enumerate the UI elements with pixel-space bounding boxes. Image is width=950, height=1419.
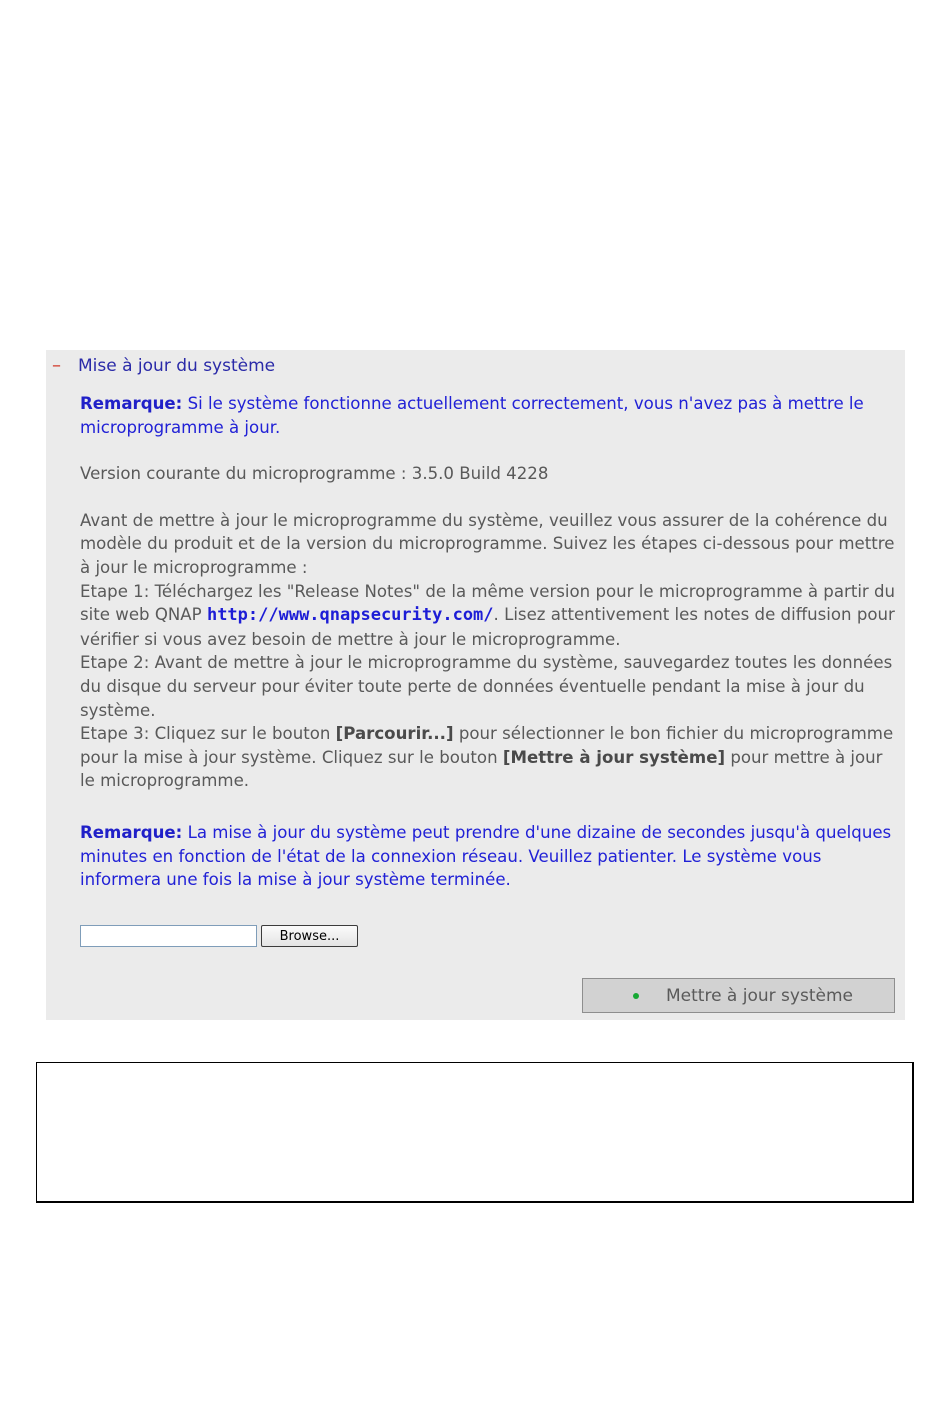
firmware-version-line: Version courante du microprogramme : 3.5.0 Build 4228: [80, 464, 549, 484]
step-1: [80, 580, 898, 652]
collapse-minus-icon[interactable]: –: [52, 355, 61, 376]
note-second-label: Remarque:: [80, 822, 183, 842]
panel-title: Mise à jour du système: [78, 356, 276, 376]
update-reference: [Mettre à jour système]: [502, 747, 726, 767]
note-first: [80, 392, 898, 439]
update-system-button[interactable]: [582, 978, 895, 1013]
step-2: Etape 2: Avant de mettre à jour le microprogramme du système, sauvegardez toutes les données du disque du serveur pour éviter toute perte de données éventuelle pendant la mise à jour du système.: [80, 653, 893, 720]
green-dot-icon: [633, 993, 639, 999]
firmware-file-input[interactable]: [80, 925, 257, 947]
empty-bordered-box: [36, 1062, 914, 1203]
panel-content: [80, 392, 898, 892]
step-3-before: Etape 3: Cliquez sur le bouton: [80, 724, 336, 744]
panel-header: [52, 356, 275, 376]
step-3: [80, 722, 898, 793]
instructions-intro: Avant de mettre à jour le microprogramme du système, veuillez vous assurer de la cohérence du modèle du produit et de la version du microprogramme. Suivez les étapes ci-dessous pour mettre à jour le microprogramme :: [80, 510, 895, 577]
step-1-before: Etape 1: Téléchargez les "Release Notes" de la même version pour le microprogramme à partir du site web QNAP: [80, 581, 896, 625]
update-system-label: Mettre à jour système: [666, 985, 853, 1006]
note-first-label: Remarque:: [80, 394, 183, 413]
step-3-middle: pour sélectionner le bon fichier du microprogramme pour la mise à jour système. Cliquez sur le bouton: [80, 724, 894, 767]
note-second: [80, 821, 898, 892]
step-1-after: . Lisez attentivement les notes de diffusion pour vérifier si vous avez besoin de mettre à jour le microprogramme.: [80, 605, 895, 649]
note-first-text: Si le système fonctionne actuellement correctement, vous n'avez pas à mettre le microprogramme à jour.: [80, 394, 864, 437]
file-picker-row: [80, 925, 358, 947]
qnap-website-link[interactable]: http://www.qnapsecurity.com/: [206, 605, 494, 626]
step-3-after: pour mettre à jour le microprogramme.: [80, 747, 883, 791]
browse-button[interactable]: Browse...: [261, 925, 358, 947]
browse-reference: [Parcourir...]: [335, 724, 454, 744]
note-second-text: La mise à jour du système peut prendre d'une dizaine de secondes jusqu'à quelques minutes en fonction de l'état de la connexion réseau. Veuillez patienter. Le système vous informera une fois la mise à jour système terminée.: [80, 822, 892, 890]
firmware-update-panel: [46, 350, 905, 1020]
